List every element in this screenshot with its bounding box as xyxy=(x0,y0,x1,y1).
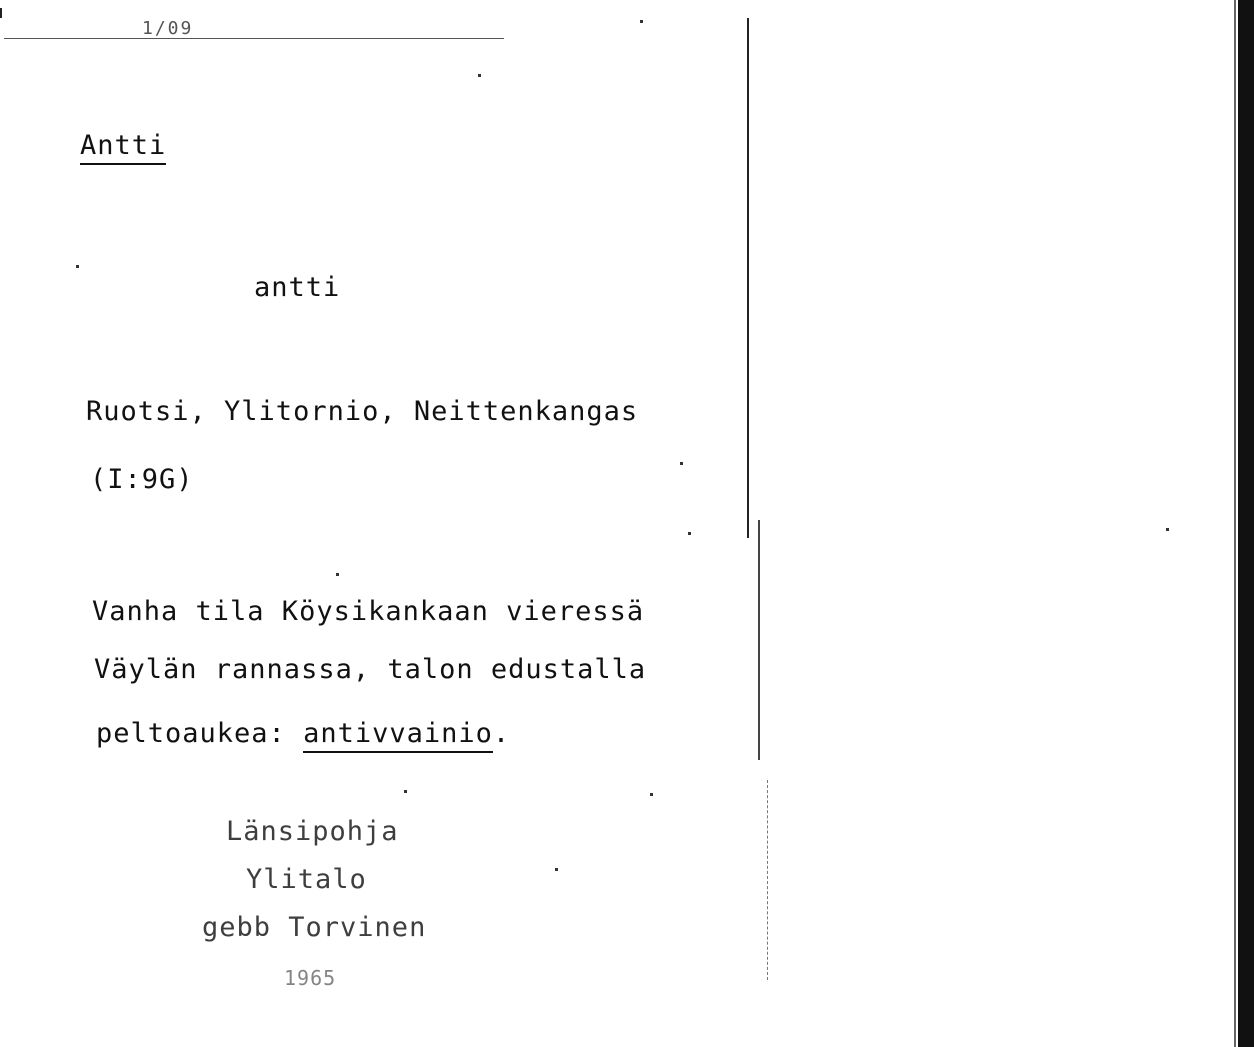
stamp-year: 1965 xyxy=(284,966,337,990)
scan-speck xyxy=(640,20,643,23)
scan-speck xyxy=(404,790,407,793)
page-right-edge-inner xyxy=(1234,0,1236,1047)
scan-speck xyxy=(688,532,691,535)
header-rule xyxy=(4,38,504,39)
description-term: antivvainio xyxy=(303,718,493,753)
scan-speck xyxy=(478,74,481,77)
word-form: antti xyxy=(254,272,341,303)
location: Ruotsi, Ylitornio, Neittenkangas xyxy=(86,396,639,427)
headword: Antti xyxy=(80,130,166,165)
top-fragment: 1/09 xyxy=(142,18,194,39)
description-line-3 xyxy=(96,718,510,749)
scan-speck xyxy=(1166,528,1169,531)
card-edge-line xyxy=(747,18,749,538)
code: (I:9G) xyxy=(90,464,194,495)
page-right-edge xyxy=(1238,0,1254,1047)
header-mark xyxy=(0,8,2,18)
description-end: . xyxy=(492,718,511,749)
description-line-1: Vanha tila Köysikankaan vieressä xyxy=(92,596,645,627)
scan-speck xyxy=(76,265,79,268)
scan-speck xyxy=(680,462,683,465)
description-line-2: Väylän rannassa, talon edustalla xyxy=(94,654,647,685)
scan-speck xyxy=(650,793,653,796)
card-edge-line-lower xyxy=(758,520,760,760)
scan-speck xyxy=(555,868,558,871)
card-edge-dashes xyxy=(767,780,769,980)
description-prefix: peltoaukea: xyxy=(96,718,304,749)
stamp-collector: Ylitalo xyxy=(246,864,367,895)
scan-speck xyxy=(336,573,339,576)
stamp-region: Länsipohja xyxy=(226,816,399,847)
stamp-informant: gebb Torvinen xyxy=(202,912,427,943)
